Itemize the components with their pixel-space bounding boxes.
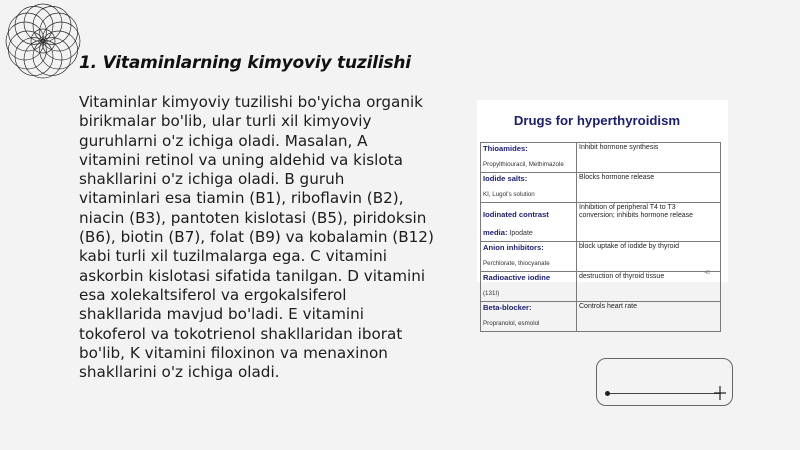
body-line: shakllarida mavjud bo'ladi. E vitamini <box>79 305 364 324</box>
body-line: birikmalar bo'lib, ular turli xil kimyoviy <box>79 112 372 131</box>
mechanism-cell <box>577 302 721 332</box>
timeline-widget[interactable] <box>596 358 733 406</box>
drug-class: Radioactive iodine <box>483 273 551 282</box>
drug-examples: Ipodate <box>507 230 533 237</box>
body-line: vitamini retinol va uning aldehid va kislota <box>79 150 403 169</box>
drug-class-cell <box>481 272 577 302</box>
body-line: askorbin kislotasi sifatida tanilgan. D vitamini <box>79 266 426 285</box>
crosshair-icon[interactable] <box>714 386 726 400</box>
body-line: bo'lib, K vitamini filoxinon va menaxinon <box>79 343 388 362</box>
mechanism-cell <box>577 272 721 302</box>
timeline-track <box>607 393 721 394</box>
drug-class-cell <box>481 203 577 242</box>
drug-examples: Propranolol, esmolol <box>483 320 540 327</box>
drug-class-cell <box>481 242 577 272</box>
drug-class: Beta-blocker: <box>483 303 532 312</box>
mechanism-text: Blocks hormone release <box>579 174 655 181</box>
drug-class: Anion inhibitors: <box>483 243 544 252</box>
timeline-start-dot[interactable] <box>605 391 610 396</box>
mechanism-cell <box>577 143 721 173</box>
mechanism-text: conversion; inhibits hormone release <box>579 212 694 220</box>
drug-class: Thioamides: <box>483 144 528 153</box>
body-line: shakllarini o'z ichiga oladi. <box>79 363 280 382</box>
body-line: Vitaminlar kimyoviy tuzilishi bo'yicha organik <box>79 93 423 111</box>
drug-examples: Perchlorate, thiocyanate <box>483 260 550 267</box>
body-text <box>79 93 437 382</box>
mechanism-text: block uptake of iodide by thyroid <box>579 243 680 250</box>
table-row <box>481 272 721 302</box>
drug-table-image <box>477 100 728 327</box>
body-line: shakllarini o'z ichiga oladi. B guruh <box>79 170 345 189</box>
table-row <box>481 242 721 272</box>
body-line: vitaminlari esa tiamin (B1), riboflavin (B2), <box>79 189 404 208</box>
body-line: kabi turli xil tuzilmalarga ega. C vitamini <box>79 247 387 266</box>
drug-class-cell <box>481 173 577 203</box>
mechanism-text: Inhibition of peripheral T4 to T3 <box>579 204 676 211</box>
spirograph-logo <box>4 2 82 80</box>
body-line: tokoferol va tokotrienol shakllaridan iborat <box>79 324 403 343</box>
mechanism-text: Controls heart rate <box>579 303 637 310</box>
image-title: Drugs for hyperthyroidism <box>513 113 681 128</box>
mechanism-cell <box>577 173 721 203</box>
drug-examples: KI, Lugol's solution <box>483 191 535 198</box>
mechanism-cell <box>577 203 721 242</box>
drug-examples: Propylthiouracil, Methimazole <box>483 161 564 168</box>
mechanism-text: destruction of thyroid tissue <box>579 273 665 280</box>
drug-examples: (131I) <box>483 290 500 297</box>
table-row <box>481 302 721 332</box>
drug-class-cell <box>481 302 577 332</box>
table-row <box>481 203 721 242</box>
table-row <box>481 143 721 173</box>
drug-class: Iodide salts: <box>483 174 528 183</box>
drug-class-cell <box>481 143 577 173</box>
drug-table <box>480 142 721 332</box>
body-line: niacin (B3), pantoten kislotasi (B5), piridoksin <box>79 208 427 227</box>
body-line: esa xolekaltsiferol va ergokalsiferol <box>79 285 347 304</box>
mechanism-text: Inhibit hormone synthesis <box>579 144 659 151</box>
body-line: guruhlarni o'z ichiga oladi. Masalan, A <box>79 131 368 150</box>
image-page-number: 48 <box>704 270 710 276</box>
body-line: (B6), biotin (B7), folat (B9) va kobalamin (B12) <box>79 228 434 247</box>
mechanism-cell <box>577 242 721 272</box>
table-row <box>481 173 721 203</box>
drug-class: Iodinated contrast media: <box>483 210 549 237</box>
slide-title: 1. Vitaminlarning kimyoviy tuzilishi <box>79 53 411 73</box>
